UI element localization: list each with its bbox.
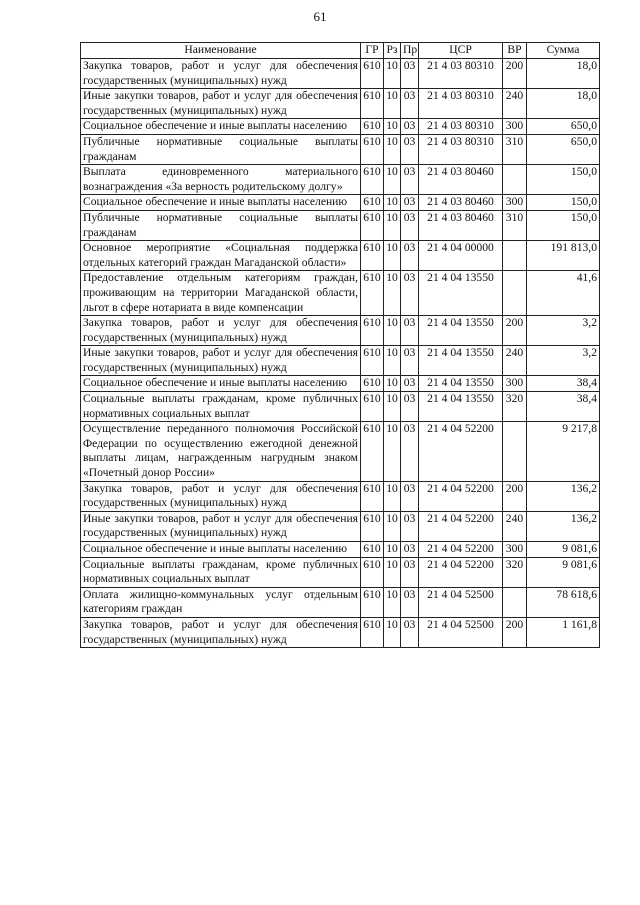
rz-cell: 10 xyxy=(384,316,401,346)
name-cell: Социальные выплаты гражданам, кроме публичных нормативных социальных выплат xyxy=(81,392,361,422)
pr-cell: 03 xyxy=(401,392,419,422)
name-cell: Предоставление отдельным категориям граждан, проживающим на территории Магаданской области, льгот в сфере нотариата в виде компенсации xyxy=(81,271,361,316)
csr-cell: 21 4 04 52200 xyxy=(419,542,503,558)
table-row xyxy=(81,134,600,164)
name-cell: Социальное обеспечение и иные выплаты населению xyxy=(81,376,361,392)
rz-cell: 10 xyxy=(384,511,401,541)
table-row xyxy=(81,511,600,541)
table-row xyxy=(81,617,600,647)
csr-cell: 21 4 04 13550 xyxy=(419,392,503,422)
gr-cell: 610 xyxy=(361,210,384,240)
name-cell: Закупка товаров, работ и услуг для обеспечения государственных (муниципальных) нужд xyxy=(81,316,361,346)
gr-cell: 610 xyxy=(361,59,384,89)
rz-cell: 10 xyxy=(384,89,401,119)
name-cell: Социальное обеспечение и иные выплаты населению xyxy=(81,542,361,558)
pr-cell: 03 xyxy=(401,422,419,481)
pr-cell: 03 xyxy=(401,271,419,316)
sum-cell: 38,4 xyxy=(527,392,600,422)
rz-cell: 10 xyxy=(384,241,401,271)
vr-cell: 200 xyxy=(503,316,527,346)
rz-cell: 10 xyxy=(384,376,401,392)
sum-cell: 191 813,0 xyxy=(527,241,600,271)
table-row xyxy=(81,422,600,481)
csr-cell: 21 4 04 52200 xyxy=(419,511,503,541)
name-cell: Публичные нормативные социальные выплаты гражданам xyxy=(81,210,361,240)
table-row xyxy=(81,376,600,392)
sum-cell: 150,0 xyxy=(527,210,600,240)
vr-cell: 320 xyxy=(503,392,527,422)
table-body xyxy=(81,59,600,648)
pr-cell: 03 xyxy=(401,376,419,392)
page-number: 61 xyxy=(313,9,327,24)
column-header-vr: ВР xyxy=(503,43,527,59)
csr-cell: 21 4 03 80310 xyxy=(419,134,503,164)
vr-cell: 310 xyxy=(503,134,527,164)
vr-cell: 300 xyxy=(503,376,527,392)
table-row xyxy=(81,195,600,211)
rz-cell: 10 xyxy=(384,346,401,376)
csr-cell: 21 4 04 52500 xyxy=(419,587,503,617)
rz-cell: 10 xyxy=(384,542,401,558)
csr-cell: 21 4 04 13550 xyxy=(419,376,503,392)
table-row xyxy=(81,392,600,422)
rz-cell: 10 xyxy=(384,557,401,587)
rz-cell: 10 xyxy=(384,59,401,89)
table-row xyxy=(81,59,600,89)
gr-cell: 610 xyxy=(361,587,384,617)
gr-cell: 610 xyxy=(361,316,384,346)
name-cell: Оплата жилищно-коммунальных услуг отдельным категориям граждан xyxy=(81,587,361,617)
name-cell: Закупка товаров, работ и услуг для обеспечения государственных (муниципальных) нужд xyxy=(81,617,361,647)
table-row xyxy=(81,346,600,376)
gr-cell: 610 xyxy=(361,422,384,481)
name-cell: Выплата единовременного материального вознаграждения «За верность родительскому долгу» xyxy=(81,165,361,195)
column-header-sum: Сумма xyxy=(527,43,600,59)
csr-cell: 21 4 04 00000 xyxy=(419,241,503,271)
csr-cell: 21 4 04 13550 xyxy=(419,271,503,316)
rz-cell: 10 xyxy=(384,617,401,647)
name-cell: Закупка товаров, работ и услуг для обеспечения государственных (муниципальных) нужд xyxy=(81,481,361,511)
gr-cell: 610 xyxy=(361,134,384,164)
table-row xyxy=(81,481,600,511)
pr-cell: 03 xyxy=(401,617,419,647)
column-header-rz: Рз xyxy=(384,43,401,59)
rz-cell: 10 xyxy=(384,119,401,135)
rz-cell: 10 xyxy=(384,587,401,617)
vr-cell: 240 xyxy=(503,89,527,119)
sum-cell: 18,0 xyxy=(527,59,600,89)
sum-cell: 150,0 xyxy=(527,165,600,195)
sum-cell: 9 081,6 xyxy=(527,542,600,558)
sum-cell: 3,2 xyxy=(527,346,600,376)
pr-cell: 03 xyxy=(401,59,419,89)
pr-cell: 03 xyxy=(401,210,419,240)
name-cell: Публичные нормативные социальные выплаты гражданам xyxy=(81,134,361,164)
csr-cell: 21 4 04 13550 xyxy=(419,346,503,376)
gr-cell: 610 xyxy=(361,617,384,647)
vr-cell: 240 xyxy=(503,511,527,541)
rz-cell: 10 xyxy=(384,165,401,195)
table-row xyxy=(81,271,600,316)
name-cell: Социальное обеспечение и иные выплаты населению xyxy=(81,119,361,135)
vr-cell: 320 xyxy=(503,557,527,587)
sum-cell: 78 618,6 xyxy=(527,587,600,617)
gr-cell: 610 xyxy=(361,346,384,376)
gr-cell: 610 xyxy=(361,376,384,392)
pr-cell: 03 xyxy=(401,481,419,511)
gr-cell: 610 xyxy=(361,557,384,587)
rz-cell: 10 xyxy=(384,422,401,481)
pr-cell: 03 xyxy=(401,134,419,164)
sum-cell: 650,0 xyxy=(527,134,600,164)
vr-cell xyxy=(503,241,527,271)
gr-cell: 610 xyxy=(361,89,384,119)
gr-cell: 610 xyxy=(361,165,384,195)
rz-cell: 10 xyxy=(384,134,401,164)
vr-cell: 200 xyxy=(503,481,527,511)
pr-cell: 03 xyxy=(401,587,419,617)
sum-cell: 136,2 xyxy=(527,511,600,541)
name-cell: Закупка товаров, работ и услуг для обеспечения государственных (муниципальных) нужд xyxy=(81,59,361,89)
rz-cell: 10 xyxy=(384,271,401,316)
name-cell: Социальное обеспечение и иные выплаты населению xyxy=(81,195,361,211)
column-header-name: Наименование xyxy=(81,43,361,59)
name-cell: Осуществление переданного полномочия Российской Федерации по осуществлению ежегодной денежной выплаты лицам, награжденным нагрудным знаком «Почетный донор России» xyxy=(81,422,361,481)
sum-cell: 9 217,8 xyxy=(527,422,600,481)
rz-cell: 10 xyxy=(384,210,401,240)
csr-cell: 21 4 04 52200 xyxy=(419,481,503,511)
sum-cell: 1 161,8 xyxy=(527,617,600,647)
sum-cell: 650,0 xyxy=(527,119,600,135)
csr-cell: 21 4 04 52200 xyxy=(419,422,503,481)
name-cell: Иные закупки товаров, работ и услуг для обеспечения государственных (муниципальных) нужд xyxy=(81,346,361,376)
pr-cell: 03 xyxy=(401,195,419,211)
rz-cell: 10 xyxy=(384,195,401,211)
pr-cell: 03 xyxy=(401,316,419,346)
name-cell: Иные закупки товаров, работ и услуг для обеспечения государственных (муниципальных) нужд xyxy=(81,89,361,119)
table-row xyxy=(81,542,600,558)
pr-cell: 03 xyxy=(401,165,419,195)
csr-cell: 21 4 04 52200 xyxy=(419,557,503,587)
gr-cell: 610 xyxy=(361,392,384,422)
vr-cell xyxy=(503,271,527,316)
gr-cell: 610 xyxy=(361,481,384,511)
column-header-pr: Пр xyxy=(401,43,419,59)
csr-cell: 21 4 03 80460 xyxy=(419,165,503,195)
pr-cell: 03 xyxy=(401,511,419,541)
rz-cell: 10 xyxy=(384,481,401,511)
table-row xyxy=(81,119,600,135)
vr-cell: 200 xyxy=(503,59,527,89)
column-header-gr: ГР xyxy=(361,43,384,59)
gr-cell: 610 xyxy=(361,511,384,541)
vr-cell: 300 xyxy=(503,195,527,211)
pr-cell: 03 xyxy=(401,89,419,119)
csr-cell: 21 4 03 80460 xyxy=(419,195,503,211)
rz-cell: 10 xyxy=(384,392,401,422)
sum-cell: 18,0 xyxy=(527,89,600,119)
sum-cell: 9 081,6 xyxy=(527,557,600,587)
gr-cell: 610 xyxy=(361,271,384,316)
gr-cell: 610 xyxy=(361,241,384,271)
sum-cell: 41,6 xyxy=(527,271,600,316)
csr-cell: 21 4 03 80310 xyxy=(419,89,503,119)
vr-cell xyxy=(503,587,527,617)
pr-cell: 03 xyxy=(401,119,419,135)
vr-cell: 200 xyxy=(503,617,527,647)
vr-cell xyxy=(503,165,527,195)
name-cell: Основное мероприятие «Социальная поддержка отдельных категорий граждан Магаданской области» xyxy=(81,241,361,271)
pr-cell: 03 xyxy=(401,241,419,271)
csr-cell: 21 4 04 13550 xyxy=(419,316,503,346)
vr-cell xyxy=(503,422,527,481)
gr-cell: 610 xyxy=(361,542,384,558)
sum-cell: 150,0 xyxy=(527,195,600,211)
csr-cell: 21 4 03 80310 xyxy=(419,119,503,135)
table-row xyxy=(81,587,600,617)
csr-cell: 21 4 03 80310 xyxy=(419,59,503,89)
name-cell: Иные закупки товаров, работ и услуг для обеспечения государственных (муниципальных) нужд xyxy=(81,511,361,541)
table-header-row xyxy=(81,43,600,59)
table-row xyxy=(81,316,600,346)
pr-cell: 03 xyxy=(401,346,419,376)
budget-table xyxy=(80,42,600,648)
sum-cell: 38,4 xyxy=(527,376,600,392)
csr-cell: 21 4 04 52500 xyxy=(419,617,503,647)
vr-cell: 240 xyxy=(503,346,527,376)
sum-cell: 136,2 xyxy=(527,481,600,511)
table-row xyxy=(81,210,600,240)
vr-cell: 300 xyxy=(503,542,527,558)
column-header-csr: ЦСР xyxy=(419,43,503,59)
table-row xyxy=(81,165,600,195)
name-cell: Социальные выплаты гражданам, кроме публичных нормативных социальных выплат xyxy=(81,557,361,587)
vr-cell: 310 xyxy=(503,210,527,240)
sum-cell: 3,2 xyxy=(527,316,600,346)
vr-cell: 300 xyxy=(503,119,527,135)
gr-cell: 610 xyxy=(361,119,384,135)
table-row xyxy=(81,557,600,587)
pr-cell: 03 xyxy=(401,557,419,587)
gr-cell: 610 xyxy=(361,195,384,211)
pr-cell: 03 xyxy=(401,542,419,558)
table-row xyxy=(81,89,600,119)
table-row xyxy=(81,241,600,271)
csr-cell: 21 4 03 80460 xyxy=(419,210,503,240)
